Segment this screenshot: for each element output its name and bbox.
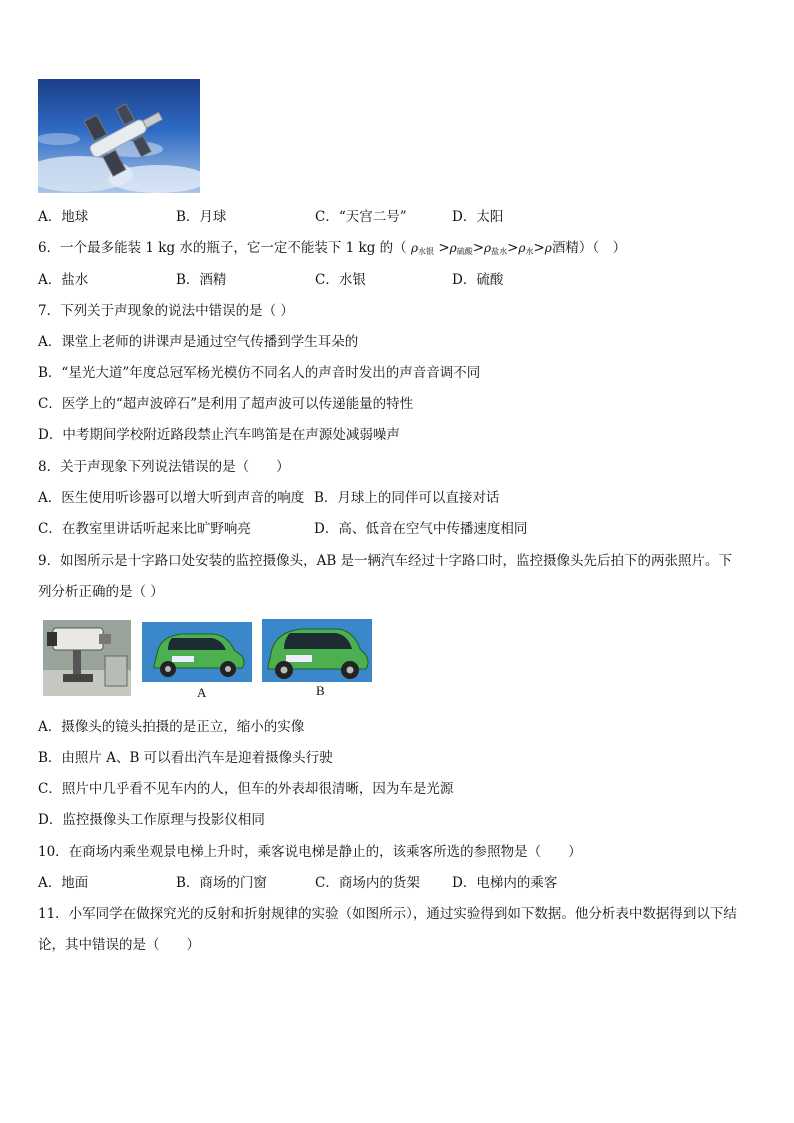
q8-option-d: D．高、低音在空气中传播速度相同 [314, 521, 528, 537]
rho-symbol: ρ [518, 241, 526, 255]
q7-stem: 7．下列关于声现象的说法中错误的是（ ） [38, 303, 294, 319]
rho-symbol: ρ [410, 241, 419, 255]
q6-option-d: D．硫酸 [452, 272, 504, 288]
gt-symbol: > [472, 240, 485, 256]
q5-option-b: B．月球 [176, 209, 227, 225]
q6-option-c: C．水银 [315, 272, 366, 288]
rho-symbol: ρ [449, 241, 457, 255]
q5-option-c: C．“天宫二号” [315, 209, 407, 225]
car-photo-b [262, 619, 372, 682]
sub-shui: 水 [525, 247, 534, 256]
q7-option-a: A．课堂上老师的讲课声是通过空气传播到学生耳朵的 [38, 334, 359, 350]
q8-option-c: C．在教室里讲话听起来比旷野响亮 [38, 521, 251, 537]
q10-option-a: A．地面 [38, 875, 89, 891]
q8-stem: 8．关于声现象下列说法错误的是（ ） [38, 459, 290, 475]
q10-option-b: B．商场的门窗 [176, 875, 267, 891]
sub-yanshui: 盐水 [491, 247, 508, 256]
q11-stem-line2: 论，其中错误的是（ ） [38, 937, 200, 953]
gt-symbol: > [438, 240, 450, 256]
space-station-image [38, 79, 200, 193]
q7-option-d: D．中考期间学校附近路段禁止汽车鸣笛是在声源处减弱噪声 [38, 427, 400, 443]
gt-symbol: > [507, 240, 519, 256]
q6-option-b: B．酒精 [176, 272, 227, 288]
q6-stem [38, 239, 626, 261]
q6-stem-prefix: 6．一个最多能装 1 kg 水的瓶子，它一定不能装下 1 kg 的（ [38, 240, 407, 256]
rho-symbol: ρ [484, 241, 492, 255]
q10-option-c: C．商场内的货架 [315, 875, 420, 891]
q5-option-d: D．太阳 [452, 209, 504, 225]
caption-a: A [197, 685, 207, 700]
q9-option-d: D．监控摄像头工作原理与投影仪相同 [38, 812, 265, 828]
q9-option-a: A．摄像头的镜头拍摄的是正立，缩小的实像 [38, 719, 305, 735]
caption-b: B [316, 683, 325, 698]
camera-image [43, 620, 131, 696]
gt-symbol: > [533, 240, 545, 256]
sub-liusuan: 硫酸 [456, 247, 473, 256]
q11-stem-line1: 11．小军同学在做探究光的反射和折射规律的实验（如图所示），通过实验得到如下数据。他分析表中数据得到以下结 [38, 906, 737, 922]
q9-stem-line1: 9．如图所示是十字路口处安装的监控摄像头，AB 是一辆汽车经过十字路口时，监控摄像头先后拍下的两张照片。下 [38, 553, 733, 569]
q10-stem: 10．在商场内乘坐观景电梯上升时，乘客说电梯是静止的，该乘客所选的参照物是（ ） [38, 844, 582, 860]
q9-stem-line2: 列分析正确的是（ ） [38, 584, 164, 600]
car-photo-a [142, 622, 252, 682]
q7-option-c: C．医学上的“超声波碎石”是利用了超声波可以传递能量的特性 [38, 396, 414, 412]
sub-shuiyin: 水银 [418, 247, 435, 256]
q6-option-a: A．盐水 [38, 272, 89, 288]
q6-stem-tail: 酒精）（ ） [551, 240, 627, 256]
q10-option-d: D．电梯内的乘客 [452, 875, 558, 891]
q8-option-a: A．医生使用听诊器可以增大听到声音的响度 [38, 490, 305, 506]
rho-symbol: ρ [544, 241, 552, 255]
q9-option-b: B．由照片 A、B 可以看出汽车是迎着摄像头行驶 [38, 750, 333, 766]
q7-option-b: B．“星光大道”年度总冠军杨光模仿不同名人的声音时发出的声音音调不同 [38, 365, 481, 381]
q9-option-c: C．照片中几乎看不见车内的人，但车的外表却很清晰，因为车是光源 [38, 781, 454, 797]
q5-option-a: A．地球 [38, 209, 89, 225]
q8-option-b: B．月球上的同伴可以直接对话 [314, 490, 500, 506]
